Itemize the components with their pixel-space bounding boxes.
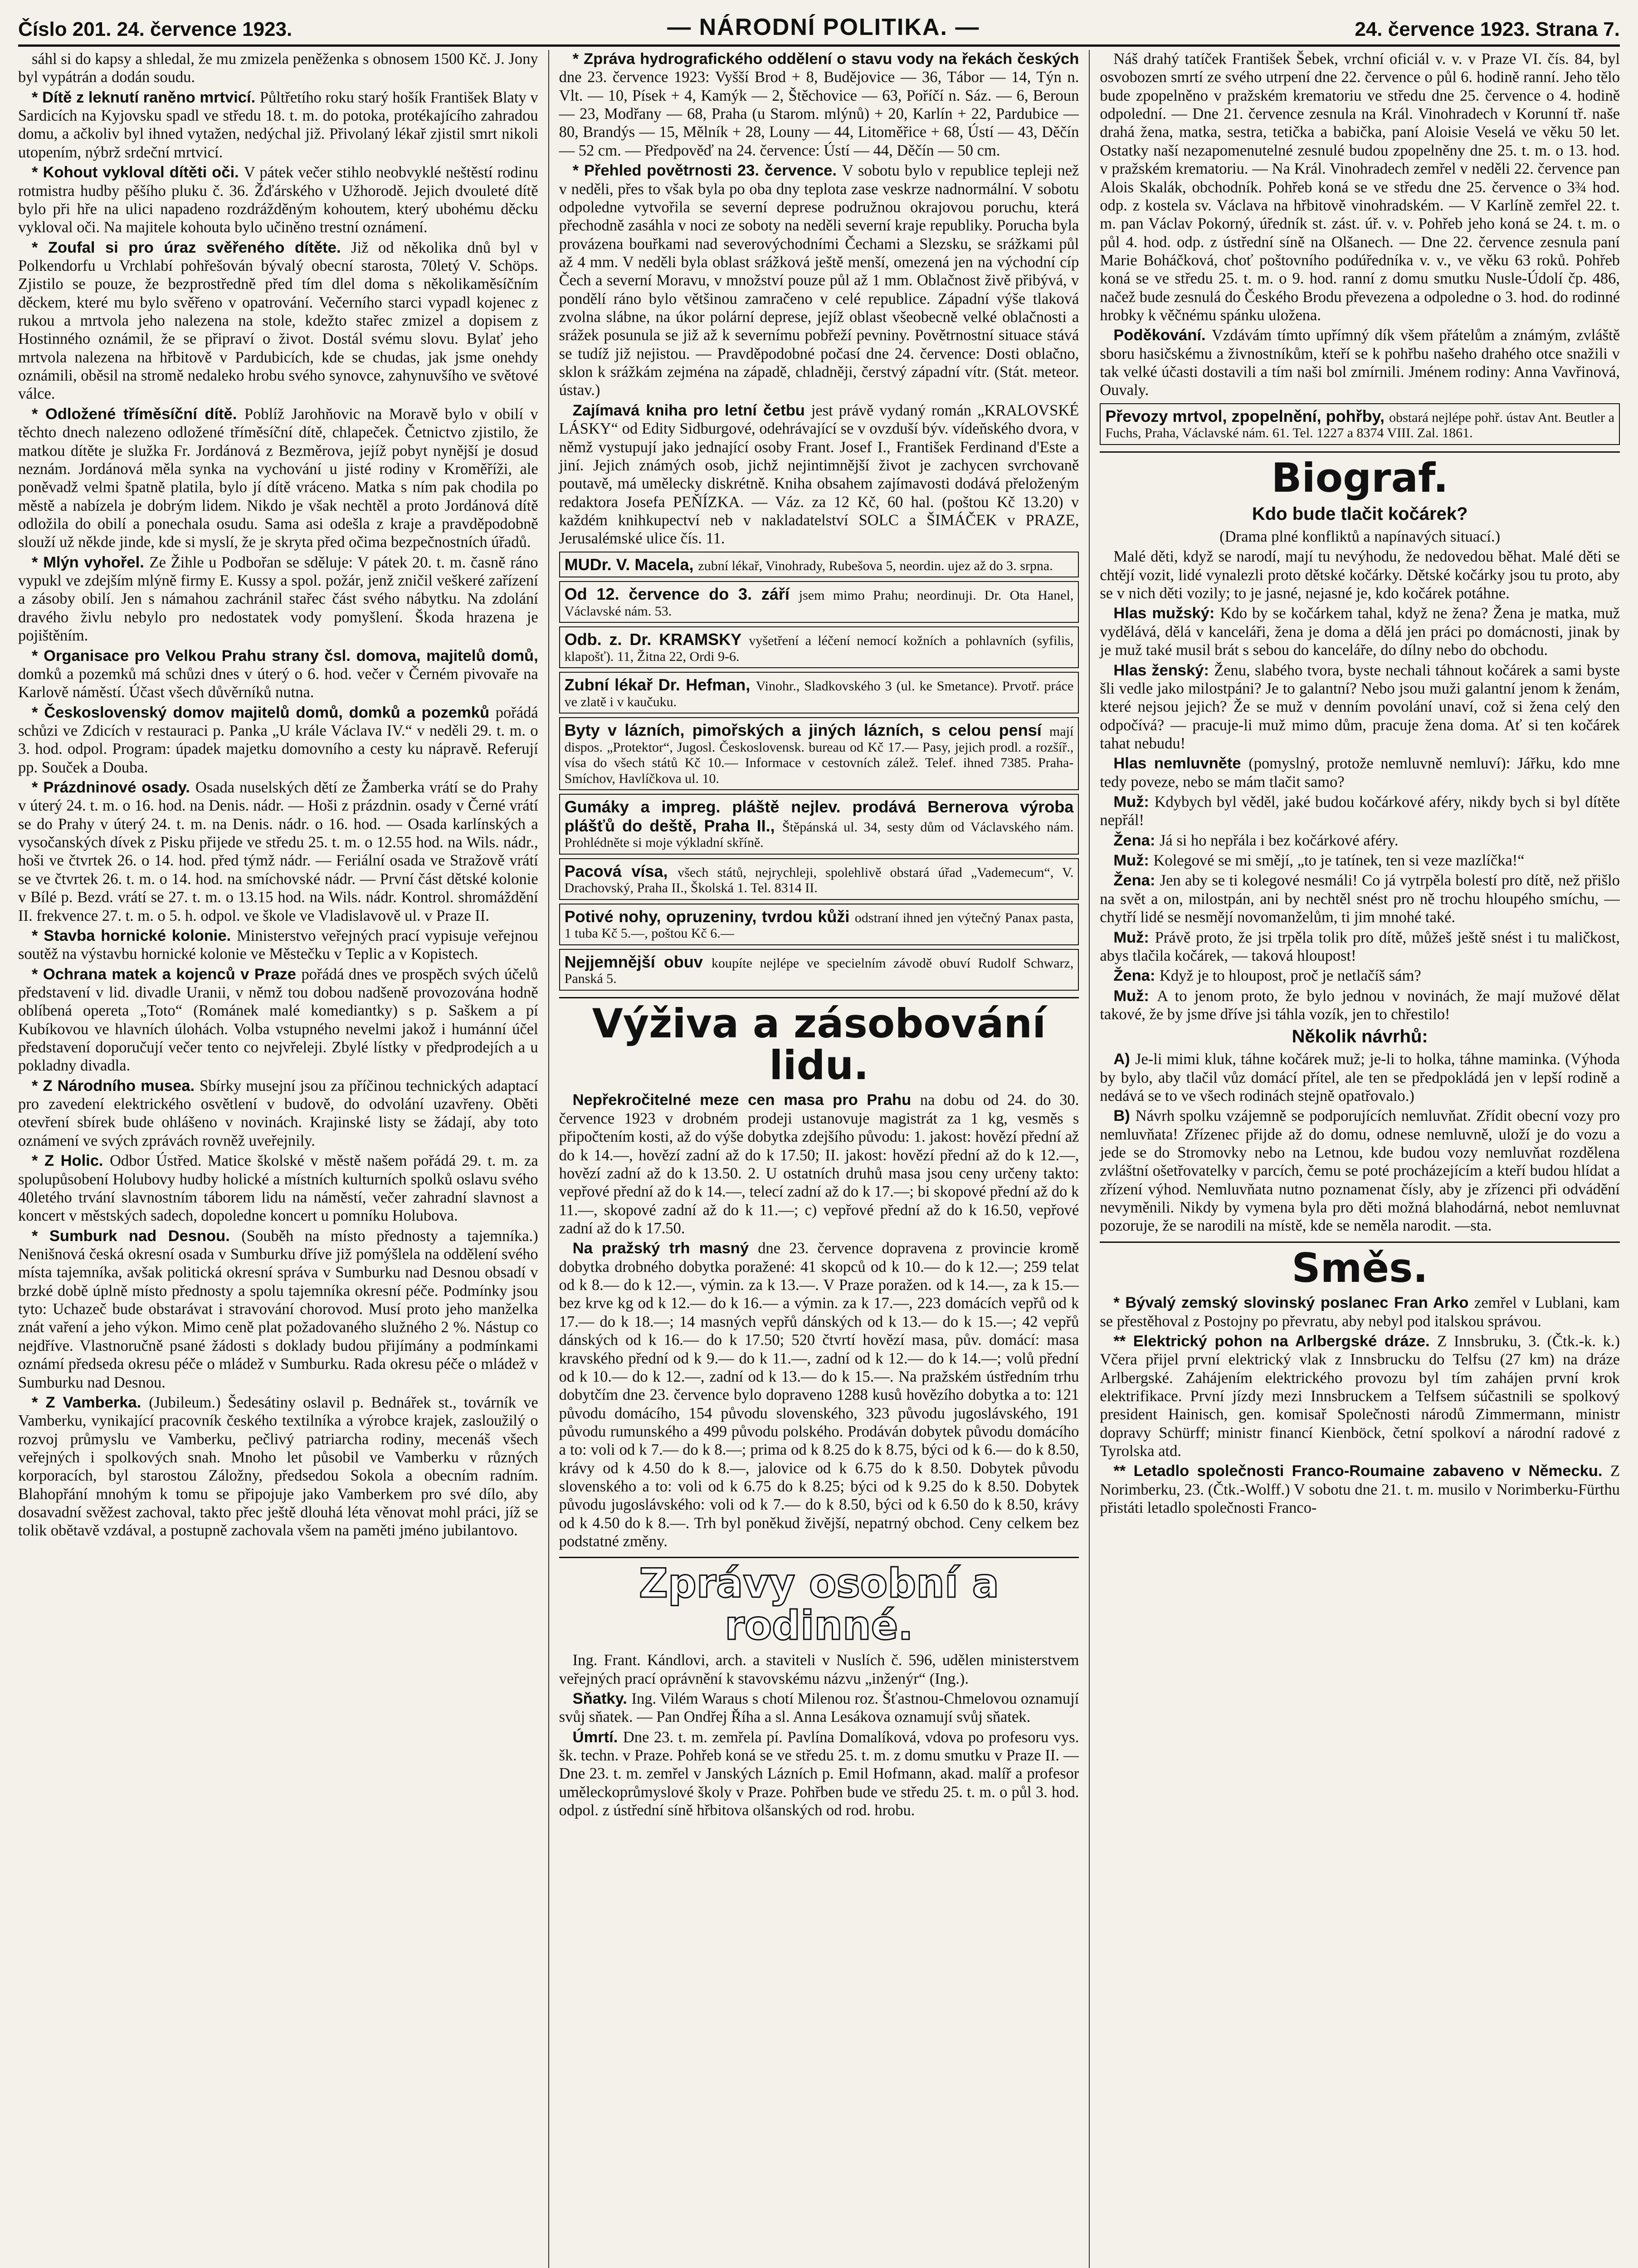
- article-paragraph: [1100, 967, 1620, 985]
- article-headline: Žena:: [1113, 967, 1160, 985]
- article-text: Ing. Frant. Kándlovi, arch. a staviteli v Nuslích č. 596, udělen ministerstvem veřejných prací oprávnění k stavovskému názvu „inženýr“ (Ing.).: [559, 1652, 1079, 1687]
- article-headline: * Odložené tříměsíční dítě.: [32, 405, 244, 423]
- article-headline: A): [1113, 1051, 1136, 1068]
- article-text: Návrh spolku vzájemně se podporujících nemluvňat. Zřídit obecní vozy pro nemluvňata! Zřízenec přijde až do domu, odnese nemluvně, uloží je do vozu a jede se do Stromovky nebo na Letnou, kde budou vozy nemluvňat rozdělena zvláštní ošetřovatelky v parcích, čemu se poté procházejícím a kteří budou hlídat a zřízení výhod. Nemluvňata nutno poznamenat čísly, aby je zřízenci při odvádění nevyměnili. Nikdy by vymena byla pro děti možná blahodárná, nebot nemluvnat pozoruje, že se narodili na místě, kde se neměla narodit. —sta.: [1100, 1107, 1620, 1235]
- article-headline: Byty v lázních, pimořských a jiných lázních, s celou pensí: [564, 721, 1050, 740]
- article-paragraph: [18, 553, 538, 645]
- article-headline: * Kohout vykloval dítěti oči.: [32, 164, 244, 181]
- column-3: [1089, 50, 1620, 2268]
- article-text: A to jenom proto, že bylo jednou v novinách, že mají mužové dělat takové, že by jsme dříve jsi táhla vozík, jen to chřestilo!: [1100, 987, 1620, 1023]
- article-text: Kolegové se mi smějí, „to je tatínek, ten si veze mazlíčka!“: [1153, 852, 1525, 870]
- article-text: mají dispos. „Protektor“, Jugosl. Československ. bureau od Kč 17.— Pasy, jejich prodl. a rozšíř., vísa do všech států Kč 10.— Informace v cestovních zálež. Telef. ihned 7385. Praha-Smíchov, Havlíčkova ul. 10.: [564, 724, 1074, 786]
- advertisement: [559, 552, 1079, 578]
- article-text: V sobotu bylo v republice tepleji než v neděli, přes to však byla po oba dny teplota zase veskrze nadnormální. V sobotu odpoledne vytvořila se severní deprese podružnou okrajovou poruchu, která přechodně zasáhla v noci ze soboty na neděli severní kraje republiky. Porucha byla provázena bouřkami nad severovýchodními Čechami a Slezsku, se srážkami půl až 4 mm. V neděli byla oblast srážková ještě menší, omezená jen na východní cíp Čech a severní Moravu, v množství pouze půl až 1 mm. Oblačnost živě přibývá, v pondělí ráno bylo většinou zamračeno v celé republice. Západní výše tlaková zvolna slábne, na úkor polární deprese, jejíž oblast všeobecně velké oblačnosti a srážek posunula se již až k severnímu pobřeží pevniny. Povětrnostní situace stává se tudíž již nejistou. — Pravděpodobné počasí dne 24. července: Dosti oblačno, sklon k srážkám zejména na západě, chladněji, čerstvý západní vítr. (Stát. meteor. ústav.): [559, 162, 1079, 399]
- article-headline: Úmrtí.: [572, 1728, 623, 1746]
- article-headline: Pacová vísa,: [564, 861, 678, 880]
- article-paragraph: [1100, 1332, 1620, 1461]
- article-text: Z Innsbruku, 3. (Čtk.-k. k.) Včera přijel první elektrický vlak z Innsbrucku do Telfsu (27 km) na dráze Arlbergské. Zahájením elektrického provozu byl tím zahájen první krok elektrifikace. První jízdy mezi Innsbruckem a Telfsem súčastnili se spolkový president Hainisch, gen. komisař Společnosti národů Zimmermann, ministr dopravy Schürff; ministr financí Kienböck, četní spolkoví a národní radové z Tyrolska atd.: [1100, 1332, 1620, 1460]
- newspaper-title: — NÁRODNÍ POLITIKA. —: [667, 14, 980, 40]
- advertisement: [559, 672, 1079, 714]
- article-text: Ze Žihle u Podbořan se sděluje: V pátek 20. t. m. časně ráno vypukl ve zdejším mlýně firmy E. Kussy a spol. požár, jenž zničil veškeré zařízení a zásoby obilí. Jen s námahou zachránil stařec část svého nábytku. Na zdolání dravého živlu nebylo pro nedostatek vody pomyšlení. Škoda hrazena je pojištěním.: [18, 553, 538, 645]
- article-text: dne 23. července dopravena z provincie kromě dobytka drobného dobytka poražené: 41 skopců od k 10.— do k 12.—; 259 telat od k 8.— do k 12.—, výmin. za k 13.—. V Praze poražen. od k 14.—, za k 15.— bez krve kg od k 12.— do k 16.— a výmin. za k 17.—, 223 domácích vepřů od k 17.— do k 18.—; 14 masných vepřů dánských od k 13.— do k 15.—; 42 vepřů dánských od k 16.— do k 17.50; 520 čtvrtí hovězí masa, pův. domácí: masa kravského přední od k 9.— do k 11.—, zadní od k 12.— do k 14.—; volů přední od k 10.— do k 12.—, zadní od k 13.— do k 15.—. Na pražském ústředním trhu dobytčím dne 23. července bylo dopraveno 1288 kusů hovězího dobytka a to: 121 původu domácího, 154 původu slovenského, 323 původu jugoslávského, 191 původu rumunského a 499 původu polského. Prodáván dobytek původu domácího a to: voli od k 7.— do k 8.—; prima od k 8.25 do k 8.75, býci od k 6.— do k 8.50, krávy od k 4.50 do k 8.—, jalovice od k 6.75 do k 8.50. Dobytek původu slovenského a to: voli od k 6.75 do k 8.25; býci od k 9.25 do k 8.50. Dobytek původu jugoslávského: voli od k 7.— do k 8.50, býci od k 6.50 do k 8.50, krávy od k 4.50 do k 8.—. Trh byl poněkud živější, nepatrný obchod. Ceny celkem bez podstatné změny.: [559, 1240, 1079, 1550]
- article-text: Jen aby se ti kolegové nesmáli! Co já vytrpěla bolestí pro dítě, než přišlo na svět a on, milostpán, ani by nechtěl snést pro ně trochu hloupého smíchu, — chytří lidé se nesmějí novomanželům, ti jim mnohé také.: [1100, 872, 1620, 926]
- article-paragraph: [18, 88, 538, 161]
- article-paragraph: [18, 163, 538, 236]
- article-paragraph: [559, 1239, 1079, 1550]
- article-paragraph: [1100, 326, 1620, 399]
- article-headline: Muž:: [1113, 793, 1155, 811]
- article-paragraph: [1100, 50, 1620, 324]
- article-paragraph: [18, 778, 538, 925]
- subheading: Několik návrhů:: [1292, 1026, 1428, 1047]
- article-paragraph: [18, 50, 538, 87]
- article-headline: Nepřekročitelné meze cen masa pro Prahu: [572, 1091, 920, 1109]
- article-headline: * Z Holic.: [32, 1152, 110, 1170]
- article-text: obstará nejlépe pohř. ústav Ant. Beutler a Fuchs, Praha, Václavské nám. 61. Tel. 1227 a 8374 VIII. Zal. 1861.: [1105, 410, 1615, 441]
- article-text: sáhl si do kapsy a shledal, že mu zmizela peněženka s obnosem 1500 Kč. J. Jony byl vypátrán a dodán soudu.: [18, 50, 538, 86]
- advertisement: [559, 581, 1079, 623]
- article-text: odstraní ihned jen výtečný Panax pasta, 1 tuba Kč 5.—, poštou Kč 6.—: [564, 910, 1074, 941]
- article-paragraph: [1100, 851, 1620, 870]
- article-headline: Žena:: [1113, 872, 1160, 890]
- subheading: Kdo bude tlačit kočárek?: [1252, 504, 1468, 524]
- article-paragraph: [1100, 547, 1620, 602]
- article-headline: Muž:: [1113, 929, 1155, 946]
- article-headline: Hlas ženský:: [1113, 661, 1214, 679]
- article-text: Odbor Ústřed. Matice školské v městě našem pořádá 29. t. m. za spolupůsobení Holubovy hudby holické a místních kulturních spolků oslavu svého 40letého trvání slavnostním táborem lidu na náměstí, večer zahradní slavnost a koncert v městských sadech, dopoledne koncert u pomníku Holubova.: [18, 1152, 538, 1225]
- article-headline: * Dítě z leknutí raněno mrtvicí.: [32, 88, 260, 106]
- article-headline: * Z Národního musea.: [32, 1077, 200, 1095]
- article-paragraph: [1100, 1294, 1620, 1330]
- article-text: Vinohr., Sladkovského 3 (ul. ke Smetance). Prvotř. práce ve zlatě i v kaučuku.: [564, 679, 1074, 709]
- article-text: jsem mimo Prahu; neordinuji. Dr. Ota Hanel, Václavské nám. 53.: [564, 588, 1074, 619]
- article-paragraph: [559, 1651, 1079, 1688]
- advertisement: [559, 794, 1079, 855]
- article-paragraph: [1100, 661, 1620, 753]
- section-heading: Výživa a zásobování lidu.: [559, 997, 1079, 1087]
- article-text: Ing. Vilém Waraus s chotí Milenou roz. Šťastnou-Chmelovou oznamují svůj sňatek. — Pan Ondřej Říha a sl. Anna Lesákova oznamují svůj sňatek.: [559, 1690, 1079, 1726]
- article-text: Kdo by se kočárkem tahal, když ne žena? Žena je matka, muž vydělává, dělá v kanceláři, žena je doma a dělá jen práci po domácnosti, jinak by je muž také musil brát s sebou do kanceláře, do dílny nebo do obchodu.: [1100, 605, 1620, 659]
- advertisement: [559, 717, 1079, 790]
- article-headline: Na pražský trh masný: [572, 1240, 758, 1257]
- article-paragraph: [1100, 528, 1620, 546]
- article-text: Sbírky musejní jsou za příčinou technických adaptací pro zavedení elektrického osvětlení v budově, do odvolání uzavřeny. Oběti otevření sbírek bude ohlášeno v novinách. Krajinské listy se žádají, aby toto oznámení ve svých zprávách rovněž uveřejnily.: [18, 1077, 538, 1149]
- article-headline: Nejjemnější obuv: [564, 952, 712, 971]
- article-text: jest právě vydaný román „KRALOVSKÉ LÁSKY“ od Edity Sidburgové, odehrávající se v ovzduší býv. vídeňského dvora, v němž vystupují jako jednající osoby Frant. Josef I., František Ferdinand d'Este a jiní. Jejich známých osob, jichž nejintimnější život je zachycen svrchovaně poutavě, má umělecky diskrétně. Kniha obsahem zajímavosti dodává přeloženým redaktora Josefa PEŇÍZKA. — Váz. za 12 Kč, 60 hal. (poštou Kč 13.20) v každém knihkupectví neb v nakladatelství SOLC a ŠIMÁČEK v PRAZE, Jerusalémské ulice čís. 11.: [559, 401, 1079, 547]
- article-paragraph: [559, 1690, 1079, 1726]
- article-headline: * Zoufal si pro úraz svěřeného dítěte.: [32, 239, 351, 256]
- advertisement: [559, 858, 1079, 900]
- page-date-number: 24. července 1923. Strana 7.: [1355, 18, 1620, 40]
- article-text: vyšetření a léčení nemocí kožních a pohlavních (syfilis, klapošť). 11, Žitna 22, Ordi 9-6.: [564, 633, 1074, 664]
- article-text: na dobu od 24. do 30. července 1923 v drobném prodeji ustanovuje magistrát za 1 kg, vesměs s připočtením kosti, až do výše dobytka zdejšího původu: 1. jakost: hovězí přední až do k 14.—, hovězí zadní až do k 17.50; II. jakost: hovězí přední až do k 12.—, hovězí zadní až do k 13.50. 2. U ostatních druhů masa jsou ceny určeny takto: vepřové přední až do k 14.—, telecí zadní až do k 17.—; bi skopové přední až do k 11.—, skopové zadní až do k 11.—; c) vepřové přední až do k 16.50, vepřové zadní až do k 17.50.: [559, 1091, 1079, 1237]
- column-2: [548, 50, 1079, 2268]
- article-headline: * Prázdninové osady.: [32, 779, 195, 797]
- article-text: Ženu, slabého tvora, byste nechali táhnout kočárek a sami byste šli vedle jako milostpáni? Je to galantní? Nebo jsou muži galantní jenom k ženám, které nejsou jejich? Že se muž v denním povolání unaví, což si žena celý den odpočívá? — pracuje-li muž mimo dům, pracuje žena doma. Ať si ten kočárek tahat nebudu!: [1100, 661, 1620, 752]
- article-paragraph: [1100, 831, 1620, 850]
- article-text: Je-li mimi kluk, táhne kočárek muž; je-li to holka, táhne maminka. (Výhoda by bylo, aby tlačil vůz domácí přítel, ale ten se předpokládá jen v lepší rodině a nedává se to ve všech rodinách stejně opatřovalo.): [1100, 1051, 1620, 1105]
- article-text: Když je to hloupost, proč je netlačíš sám?: [1159, 967, 1421, 985]
- article-text: zubní lékař, Vinohrady, Rubešova 5, neordin. ujez až do 3. srpna.: [698, 558, 1053, 573]
- article-headline: * Zpráva hydrografického oddělení o stavu vody na řekách českých: [572, 50, 1079, 68]
- article-paragraph: [18, 647, 538, 702]
- article-paragraph: [18, 1227, 538, 1392]
- article-text: domků a pozemků má schůzi dnes v úterý o 6. hod. večer v Černém pivovaře na Karlově náměstí. Účast všech důvěrníků nutna.: [18, 665, 538, 701]
- article-headline: * Sumburk nad Desnou.: [32, 1227, 242, 1245]
- article-headline: * Mlýn vyhořel.: [32, 553, 150, 571]
- article-headline: ** Elektrický pohon na Arlbergské dráze.: [1113, 1332, 1438, 1350]
- article-headline: Sňatky.: [572, 1690, 632, 1707]
- article-paragraph: [18, 927, 538, 963]
- article-headline: Muž:: [1113, 987, 1157, 1005]
- article-text: všech států, nejrychleji, spolehlivě obstará úřad „Vademecum“, V. Drachovský, Praha II., Školská 1. Tel. 8314 II.: [564, 865, 1074, 896]
- article-paragraph: [559, 401, 1079, 548]
- article-paragraph: [1100, 987, 1620, 1024]
- article-headline: * Stavba hornické kolonie.: [32, 927, 237, 944]
- article-paragraph: [1100, 929, 1620, 965]
- article-headline: Hlas nemluvněte: [1113, 755, 1249, 772]
- article-text: Ministerstvo veřejných prací vypisuje veřejnou soutěž na výstavbu hornické kolonie ve Městečku v Teplic a v Kopistech.: [18, 927, 538, 963]
- article-text: Osada nuselských dětí ze Žamberka vrátí se do Prahy v úterý 24. t. m. o 16. hod. na Denis. nádr. — Hoši z prázdnin. osady v Černé vrátí se do Prahy v úterý 24. t. m. na Denis. nádr. o 16. hod. — Osada karlínských a vysočanských dívek z Pisku přijede ve středu 25. t. m. o 12.55 hod. na Wils. nádr., hoši ve čtvrtek 26. o 14. hod. před týmž nádr. — Feriální osada ve Stražově vrátí se ve čtvrtek 26. t. m. o 14. hod. na smíchovské nádr. — První část dětské kolonie v Bílé p. Bezd. vrátí se 27. t. m. o 13.15 hod. na Wils. nádr. Kontrol. shromáždění II. frekvence 27. t. m. o 5. h. odpol. ve škole ve Vladislavově ul. v Praze II.: [18, 779, 538, 924]
- article-headline: Od 12. července do 3. září: [564, 585, 799, 604]
- masthead: [18, 9, 1620, 47]
- article-headline: Poděkování.: [1113, 327, 1212, 344]
- article-headline: ** Letadlo společnosti Franco-Roumaine zabaveno v Německu.: [1113, 1462, 1610, 1480]
- article-text: Štěpánská ul. 34, sesty dům od Václavského nám. Prohlédněte si moje výkladní skříně.: [564, 819, 1074, 850]
- article-headline: Zubní lékař Dr. Hefman,: [564, 675, 756, 694]
- article-text: koupíte nejlépe ve specielním závodě obuví Rudolf Schwarz, Panská 5.: [564, 955, 1074, 987]
- article-headline: Zajímavá kniha pro letní četbu: [572, 401, 811, 419]
- article-text: Již od několika dnů byl v Polkendorfu u Vrchlabí pohřešován bývalý obecní starosta, 70letý V. Schöps. Zjistilo se pouze, že bezprostředně před tím dlel doma s několikaměsíčním děckem, které mu bylo svěřeno v opatrování. Večerního starci vypadl kojenec z rukou a mrtvola jeho nalezena na stole, kdežto stařec zmizel a dopisem z Hostinného oznámil, že se připraví o život. Dostál svému slovu. Bylať jeho mrtvola nalezena na hřbitově v Pardubicích, kde se chudas, jak jsme onehdy oznámili, oběsil na stromě nedaleko hrobu svého synovce, zahynuvšího ve světové válce.: [18, 239, 538, 403]
- article-text: zemřel v Lublani, kam se přestěhoval z Postojny po převratu, aby nebyl pod italskou správou.: [1100, 1294, 1620, 1330]
- article-text: Právě proto, že jsi trpěla tolik pro dítě, můžeš ještě snést i tu maličkost, abys tlačila kočárek, — taková hloupost!: [1100, 929, 1620, 964]
- section-heading: Biograf.: [1100, 451, 1620, 499]
- article-headline: Hlas mužský:: [1113, 605, 1220, 622]
- article-headline: Odb. z. Dr. KRAMSKY: [564, 630, 749, 649]
- article-text: V pátek večer stihlo neobvyklé neštěstí rodinu rotmistra hudby pěšího pluku č. 36. Žďárského v Užhorodě. Jejich dvouleté dítě bylo při hře na ulici napadeno rozdrážděným kohoutem, který ubohému děcku vykloval oči. Na majitele kohouta bylo učiněno trestní oznámení.: [18, 164, 538, 236]
- article-text: dne 23. července 1923: Vyšší Brod + 8, Budějovice — 36, Tábor — 14, Týn n. Vlt. — 10, Písek + 4, Kamýk — 2, Štěchovice — 63, Poříčí n. Sáz. — 6, Beroun — 23, Modřany — 68, Praha (u Starom. mlýnů) + 20, Karlín + 22, Pardubice — 80, Brandýs — 15, Mělník + 28, Louny — 44, Litoměřice + 68, Ústí — 43, Děčín — 52 cm. — Předpověď na 24. července: Ústí — 44, Děčín — 50 cm.: [559, 68, 1079, 159]
- article-paragraph: [18, 239, 538, 403]
- article-headline: * Přehled povětrnosti 23. července.: [572, 162, 842, 180]
- article-headline: * Československý domov majitelů domů, domků a pozemků: [32, 704, 496, 721]
- article-paragraph: [18, 405, 538, 552]
- section-heading: Směs.: [1100, 1242, 1620, 1289]
- issue-number-date: Číslo 201. 24. července 1923.: [18, 18, 292, 40]
- article-headline: * Bývalý zemský slovinský poslanec Fran Arko: [1113, 1294, 1474, 1312]
- article-paragraph: [18, 1152, 538, 1225]
- article-headline: B): [1113, 1107, 1136, 1125]
- article-headline: Žena:: [1113, 831, 1160, 849]
- article-text: (Souběh na místo přednosty a tajemníka.) Nenišnová česká okresní osada v Sumburku dříve již pomýšlela na oddělení svého místa tajemníka, avšak politická okresní správa v Sumburku nad Desnou obsadí v brzké době úplně místo přednosty a spolu tajemníka okresní péče. Podmínky jsou tyto: Uchazeč bude obstarávat i stravování chorovod. Musí proto jeho manželka znát vaření a jeho výkon. Mimo ceně plat požadovaného služného 2 %. Nástup co nejdříve. Vlastnoručně psané žádosti s doklady budou přijímány a podmínkami oznámí předseda okresu péče o mládež v Sumburku. Rada okresu péče o mládež v Sumburku nad Desnou.: [18, 1227, 538, 1391]
- advertisement: [559, 904, 1079, 945]
- article-paragraph: [1100, 793, 1620, 830]
- article-paragraph: [1100, 1050, 1620, 1105]
- article-text: Půltřetího roku starý hošík František Blaty v Sardicích na Kyjovsku spadl ve středu 18. t. m. do potoka, protékajícího zahradou domu, a ačkoliv byl ihned vytažen, nedýchal již. Přivolaný lékař zjistil smrt nikoli utopením, nýbrž srdeční mrtvicí.: [18, 88, 538, 161]
- article-text: Poblíž Jarohňovic na Moravě bylo v obilí v těchto dnech nalezeno odložené tříměsíční dítě, chlapeček. Četnictvo zjistilo, že matkou dítěte je služka Fr. Jordánová z Bezměrova, jejíž pobyt nynější je dosud neznám. Jordánová měla synka na vychování u jisté rodiny v Kroměříži, ale poněvadž velmi špatně platila, bylo jí dítě vráceno. Matka s ním pak chodila po městě a nabízela je dobrým lidem. Nikdo je však nechtěl a proto Jordánová dítě odložila do obilí a ponechala osudu. Sama asi odešla z kraje a pravděpodobně slouží už někde jinde, kde si myslí, že je skryta před očima bezpečnostních úřadů.: [18, 405, 538, 551]
- article-text: Náš drahý tatíček František Šebek, vrchní oficiál v. v. v Praze VI. čís. 84, byl osvobozen smrtí ze svého utrpení dne 22. července o půl 6. hodině ranní. Jeho tělo bude zpopelněno v pražském krematoriu ve středu dne 25. července o 4. hodině odpolední. — Dne 21. července zesnula na Král. Vinohradech v Korunní tř. naše drahá žena, matka, sestra, tetička a babička, paní Aloisie Veselá ve věku 50 let. Ostatky naší nezapomenutelné zesnulé budou zpopelněny dne 25. t. m. o 13. hod. v pražském krematoriu. — Na Král. Vinohradech zemřel v neděli 22. července pan Alois Skalák, obchodník. Pohřeb koná se ve středu dne 25. července o 3¾ hod. odp. z kostela sv. Václava na hřbitově vinohradském. — V Karlíně zemřel 22. t. m. pan Václav Pokorný, úředník st. zást. úř. v. v. Pohřeb jeho koná se 24. t. m. o půl 4. hod. odp. z ústřední síně na Olšanech. — Dne 22. července zesnula paní Marie Boháčková, choť poštovního podúředníka v. v., ve věku 63 roků. Pohřeb koná se ve středu 25. t. m. o 9. hod. ranní z domu smutku Nusle-Údolí čp. 486, načež bude zesnulá do Českého Brodu převezena a odpoledne o 3. hod. do rodinné hrobky k věčnému spánku uložena.: [1100, 50, 1620, 324]
- column-1: [18, 50, 538, 2268]
- section-heading: Zprávy osobní a rodinné.: [559, 1557, 1079, 1647]
- article-text: pořádá schůzi ve Zdicích v restauraci p. Panka „U krále Václava IV.“ v neděli 29. t. m. o 3. hod. odpol. Program: úpadek majetku domovního a cesty ku nápravě. Referují pp. Souček a Douba.: [18, 704, 538, 776]
- article-headline: * Organisace pro Velkou Prahu strany čsl. domova, majitelů domů,: [32, 647, 538, 665]
- article-paragraph: [1100, 754, 1620, 791]
- article-text: Kdybych byl věděl, jaké budou kočárkové aféry, nikdy bych si byl dítěte nepřál!: [1100, 793, 1620, 829]
- article-text: (Jubileum.) Šedesátiny oslavil p. Bednářek st., továrník ve Vamberku, vynikající pracovník českého textilníka a výrobce krajek, zasloužilý o rozvoj průmyslu ve Vamberku, pečlivý patriarcha rodiny, mecenáš všech veřejných i spolkových snah. Mnoho let působil ve Vamberku v různých korporacích, byl starostou Záložny, předsedou Sokola a obecním radním. Blahopřání mnohým k tomu se připojuje jako Vamberkem pro své dílo, aby dosavadní svěžest zachoval, takto přec ještě dlouhá léta věnovat mohl práci, jíž se tolik obětavě vzdával, a postupně zachovala všem na paměti jméno jubilantovo.: [18, 1393, 538, 1540]
- article-headline: Potivé nohy, opruzeniny, tvrdou kůži: [564, 907, 855, 926]
- advertisement: [1100, 403, 1620, 445]
- article-headline: * Z Vamberka.: [32, 1393, 149, 1411]
- article-text: pořádá dnes ve prospěch svých účelů představení v lid. divadle Uranii, v němž tou dobou nadšeně provozována hodně oblíbená opereta „Toto“ (Románek malé komediantky) s p. Saškem a pí Kubíkovou ve hlavních úlohách. Volba vstupného nevelmi jakož i humánní účel představení doporučují večer tento co nejvřeleji. Zbylé lístky v předprodejích a u pokladny divadla.: [18, 965, 538, 1075]
- page-columns: [18, 50, 1620, 2268]
- article-paragraph: [559, 1091, 1079, 1237]
- article-paragraph: [559, 50, 1079, 160]
- article-headline: Převozy mrtvol, zpopelnění, pohřby,: [1105, 406, 1389, 425]
- article-text: Dne 23. t. m. zemřela pí. Pavlína Domalíková, vdova po profesoru vys. šk. techn. v Praze. Pohřeb koná se ve středu 25. t. m. z domu smutku v Praze II. — Dne 23. t. m. zemřel v Janských Lázních p. Emil Hofmann, akad. malíř a profesor uměleckoprůmyslové školy v Praze. Pohřben bude ve středu 25. t. m. o půl 3. hod. odpol. z ústřední síně hřbitova olšanských od rod. hrobu.: [559, 1728, 1079, 1819]
- advertisement: [559, 626, 1079, 668]
- article-headline: MUDr. V. Macela,: [564, 555, 698, 574]
- article-paragraph: [1100, 604, 1620, 659]
- article-paragraph: [18, 704, 538, 777]
- article-text: Z Norimberku, 23. (Čtk.-Wolff.) V sobotu dne 21. t. m. musilo v Norimberku-Fürthu přistáti letadlo společnosti Franco-: [1100, 1462, 1620, 1517]
- advertisement: [559, 949, 1079, 991]
- article-paragraph: [18, 1393, 538, 1540]
- article-paragraph: [1100, 1462, 1620, 1517]
- article-text: Vzdávám tímto upřímný dík všem přátelům a známým, zvláště sboru hasičskému a živnostníkům, kteří se k pohřbu našeho drahého otce snažili v tak velké účasti dostavili a tím naši bol zmírnili. Jménem rodiny: Anna Vavřinová, Ouvaly.: [1100, 327, 1620, 399]
- article-paragraph: [18, 965, 538, 1075]
- article-text: Já si ho nepřála i bez kočárkové aféry.: [1159, 831, 1399, 849]
- article-paragraph: [1100, 871, 1620, 926]
- article-text: (pomyslný, protože nemluvně nemluví): Jářku, kdo mne tedy poveze, nebo se mám tlačit samo?: [1100, 755, 1620, 791]
- article-headline: * Ochrana matek a kojenců v Praze: [32, 965, 302, 983]
- article-paragraph: [559, 1728, 1079, 1820]
- article-paragraph: [1100, 1107, 1620, 1235]
- article-paragraph: [18, 1077, 538, 1150]
- article-text: Malé děti, když se narodí, mají tu nevýhodu, že nedovedou běhat. Malé děti se chtějí vozit, lidé vynalezli proto dětské kočárky. Dětské kočárky jsou tu proto, aby se v nich děti vozily; to je jasné, nejasné je, kdo kočárek potáhne.: [1100, 548, 1620, 602]
- article-headline: Muž:: [1113, 852, 1154, 870]
- article-paragraph: [559, 161, 1079, 400]
- article-headline: Gumáky a impreg. pláště nejlev. prodává Bernerova výroba plášťů do deště, Praha II.,: [564, 797, 1074, 835]
- article-text: (Drama plné konfliktů a napínavých situací.): [1219, 528, 1501, 546]
